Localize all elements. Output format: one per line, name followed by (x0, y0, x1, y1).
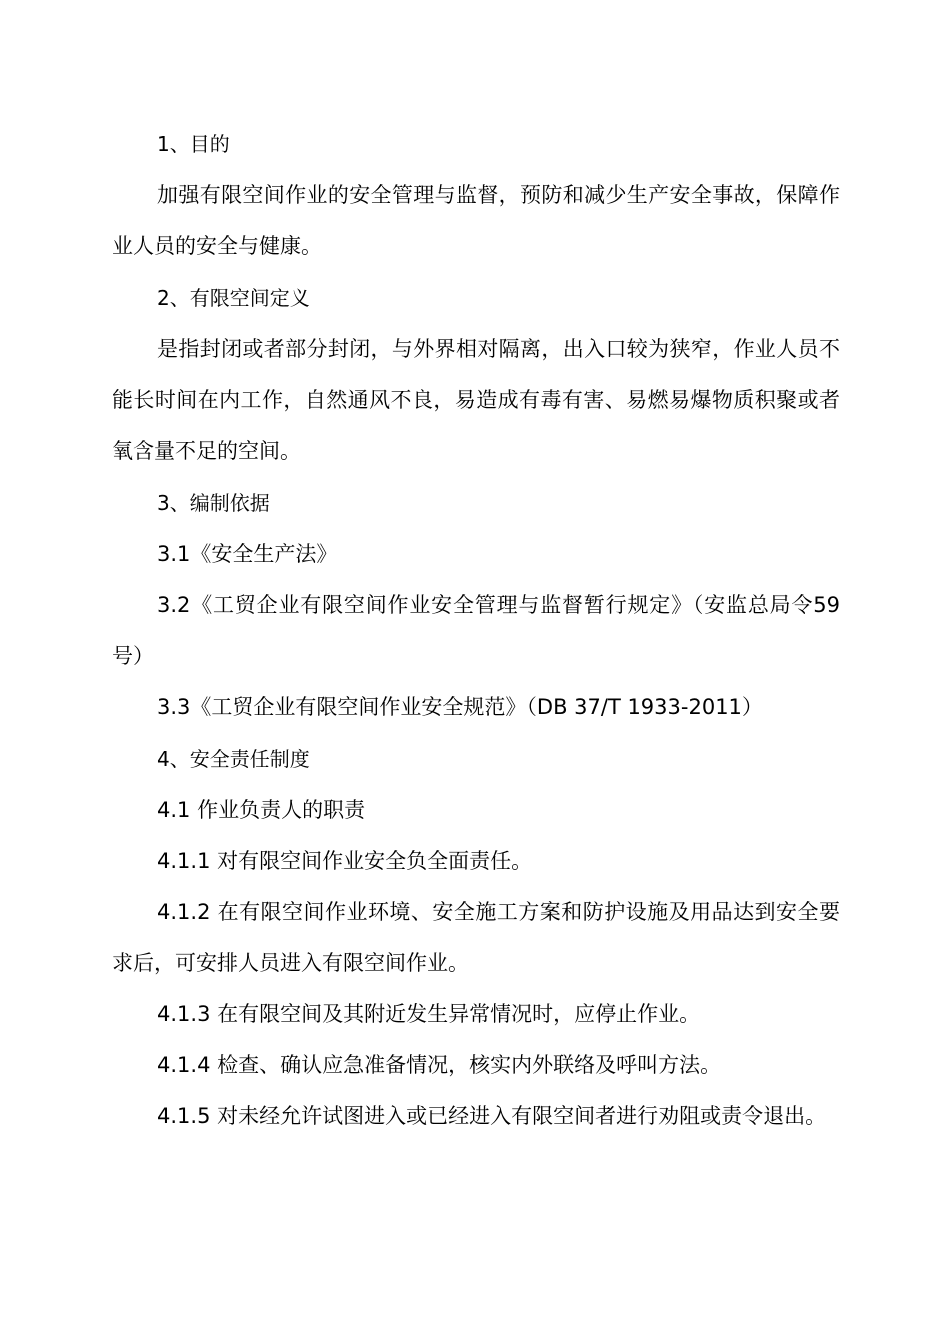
definition-paragraph: 是指封闭或者部分封闭，与外界相对隔离，出入口较为狭窄，作业人员不能长时间在内工作，自然通风不良，易造成有毒有害、易燃易爆物质积聚或者氧含量不足的空间。 (112, 337, 840, 463)
purpose-paragraph: 加强有限空间作业的安全管理与监督，预防和减少生产安全事故，保障作业人员的安全与健康。 (112, 183, 840, 258)
section-heading-definition: 2、有限空间定义 (157, 286, 310, 310)
basis-item-3-1: 3.1《安全生产法》 (157, 542, 338, 566)
basis-item-3-2: 3.2《工贸企业有限空间作业安全管理与监督暂行规定》（安监总局令59号） (112, 593, 840, 668)
basis-item-3-3: 3.3《工贸企业有限空间作业安全规范》（DB 37/T 1933-2011） (157, 695, 763, 719)
responsibility-item-4-1: 4.1 作业负责人的职责 (157, 798, 366, 822)
responsibility-item-4-1-4: 4.1.4 检查、确认应急准备情况，核实内外联络及呼叫方法。 (157, 1053, 722, 1077)
section-heading-purpose: 1、目的 (157, 132, 230, 156)
section-heading-responsibility: 4、安全责任制度 (157, 747, 310, 771)
document-body (112, 118, 840, 1142)
responsibility-item-4-1-5: 4.1.5 对未经允许试图进入或已经进入有限空间者进行劝阻或责令退出。 (157, 1104, 827, 1128)
responsibility-item-4-1-2: 4.1.2 在有限空间作业环境、安全施工方案和防护设施及用品达到安全要求后，可安排人员进入有限空间作业。 (112, 900, 840, 975)
responsibility-item-4-1-3: 4.1.3 在有限空间及其附近发生异常情况时，应停止作业。 (157, 1002, 701, 1026)
responsibility-item-4-1-1: 4.1.1 对有限空间作业安全负全面责任。 (157, 849, 533, 873)
section-heading-basis: 3、编制依据 (157, 491, 270, 515)
